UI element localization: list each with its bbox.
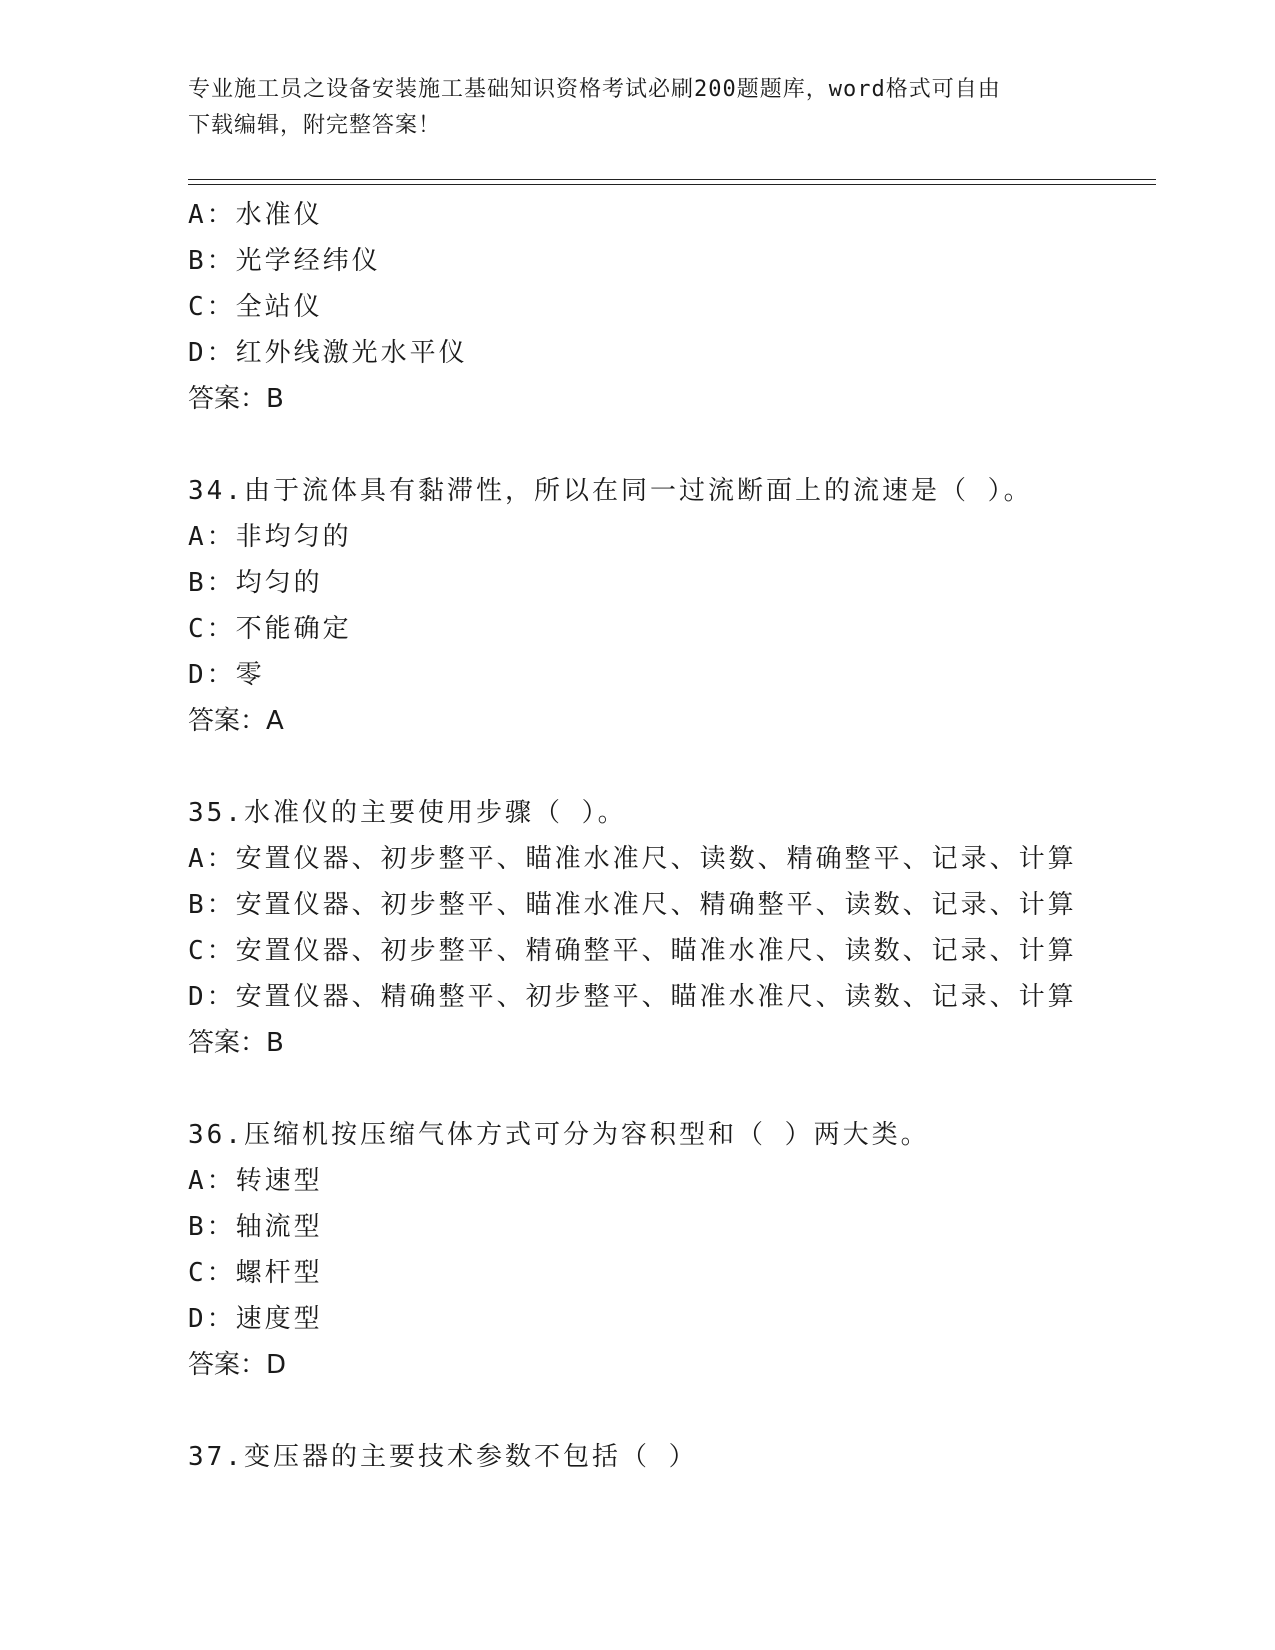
header-line-1: 专业施工员之设备安装施工基础知识资格考试必刷200题题库，word格式可自由 — [188, 77, 1001, 102]
option-c: C：不能确定 — [188, 614, 352, 644]
question-block-34 — [188, 468, 1148, 744]
option-c: C：安置仪器、初步整平、精确整平、瞄准水准尺、读数、记录、计算 — [188, 936, 1077, 966]
option-a: A：非均匀的 — [188, 522, 352, 552]
question-block-33 — [188, 192, 1148, 422]
question-text: 37.变压器的主要技术参数不包括（ ） — [188, 1442, 698, 1472]
option-d: D：速度型 — [188, 1304, 323, 1334]
block-spacer — [188, 422, 1148, 468]
answer-line: 答案：B — [188, 384, 284, 414]
block-spacer — [188, 744, 1148, 790]
option-d: D：零 — [188, 660, 265, 690]
question-text: 36.压缩机按压缩气体方式可分为容积型和（ ）两大类。 — [188, 1120, 930, 1150]
answer-line: 答案：B — [188, 1028, 284, 1058]
answer-line: 答案：D — [188, 1350, 287, 1380]
option-a: A：转速型 — [188, 1166, 323, 1196]
option-d: D：安置仪器、精确整平、初步整平、瞄准水准尺、读数、记录、计算 — [188, 982, 1077, 1012]
option-b: B：光学经纬仪 — [188, 246, 381, 276]
header-divider-bottom — [188, 184, 1156, 185]
header-divider-top — [188, 179, 1156, 180]
header-line-2: 下载编辑，附完整答案！ — [188, 113, 442, 138]
question-block-37 — [188, 1434, 1148, 1480]
question-block-35 — [188, 790, 1148, 1066]
option-c: C：螺杆型 — [188, 1258, 323, 1288]
option-d: D：红外线激光水平仪 — [188, 338, 468, 368]
option-b: B：轴流型 — [188, 1212, 323, 1242]
document-header — [188, 72, 1088, 144]
block-spacer — [188, 1066, 1148, 1112]
question-list — [188, 192, 1148, 1480]
option-a: A：安置仪器、初步整平、瞄准水准尺、读数、精确整平、记录、计算 — [188, 844, 1077, 874]
question-block-36 — [188, 1112, 1148, 1388]
block-spacer — [188, 1388, 1148, 1434]
answer-line: 答案：A — [188, 706, 284, 736]
option-a: A：水准仪 — [188, 200, 323, 230]
option-b: B：安置仪器、初步整平、瞄准水准尺、精确整平、读数、记录、计算 — [188, 890, 1077, 920]
option-c: C：全站仪 — [188, 292, 323, 322]
question-text: 34.由于流体具有黏滞性，所以在同一过流断面上的流速是（ ）。 — [188, 476, 1033, 506]
option-b: B：均匀的 — [188, 568, 323, 598]
question-text: 35.水准仪的主要使用步骤（ ）。 — [188, 798, 627, 828]
